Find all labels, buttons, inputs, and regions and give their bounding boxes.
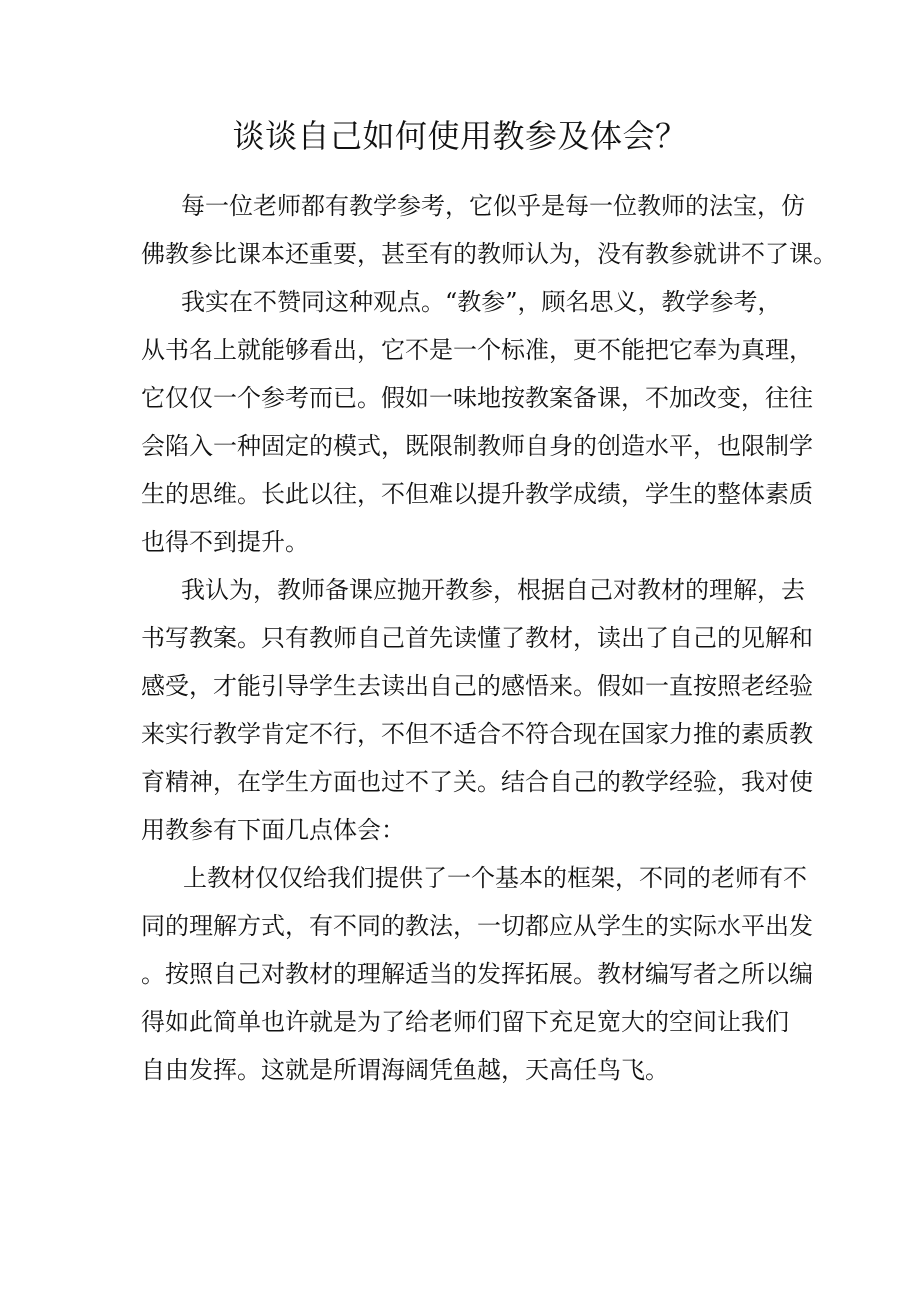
text-line: 育精神，在学生方面也过不了关。结合自己的教学经验，我对使 xyxy=(141,768,813,796)
text-line: 来实行教学肯定不行，不但不适合不符合现在国家力推的素质教 xyxy=(141,720,813,748)
text-line: 书写教案。只有教师自己首先读懂了教材，读出了自己的见解和 xyxy=(141,624,813,652)
text-line: 同的理解方式，有不同的教法，一切都应从学生的实际水平出发 xyxy=(141,912,813,940)
text-line: 佛教参比课本还重要，甚至有的教师认为，没有教参就讲不了课。 xyxy=(141,240,837,268)
text-line: 每一位老师都有教学参考，它似乎是每一位教师的法宝，仿 xyxy=(181,192,805,220)
text-line: 我认为，教师备课应抛开教参，根据自己对教材的理解，去 xyxy=(181,576,805,604)
text-line: 用教参有下面几点体会： xyxy=(141,816,405,844)
page-title: 谈谈自己如何使用教参及体会？ xyxy=(232,117,688,155)
text-line: 它仅仅一个参考而已。假如一味地按教案备课，不加改变，往往 xyxy=(141,384,813,412)
text-line: 从书名上就能够看出，它不是一个标准，更不能把它奉为真理， xyxy=(141,336,813,364)
text-line: 也得不到提升。 xyxy=(141,528,309,556)
text-line: 我实在不赞同这种观点。“教参”，顾名思义，教学参考， xyxy=(181,288,782,316)
text-line: 生的思维。长此以往，不但难以提升教学成绩，学生的整体素质 xyxy=(141,480,813,508)
text-line: 上教材仅仅给我们提供了一个基本的框架，不同的老师有不 xyxy=(183,864,807,892)
text-line: 得如此简单也许就是为了给老师们留下充足宽大的空间让我们 xyxy=(141,1008,789,1036)
text-line: 会陷入一种固定的模式，既限制教师自身的创造水平，也限制学 xyxy=(141,432,813,460)
text-line: 自由发挥。这就是所谓海阔凭鱼越，天高任鸟飞。 xyxy=(141,1056,669,1084)
text-line: 。按照自己对教材的理解适当的发挥拓展。教材编写者之所以编 xyxy=(141,960,813,988)
text-line: 感受，才能引导学生去读出自己的感悟来。假如一直按照老经验 xyxy=(141,672,813,700)
